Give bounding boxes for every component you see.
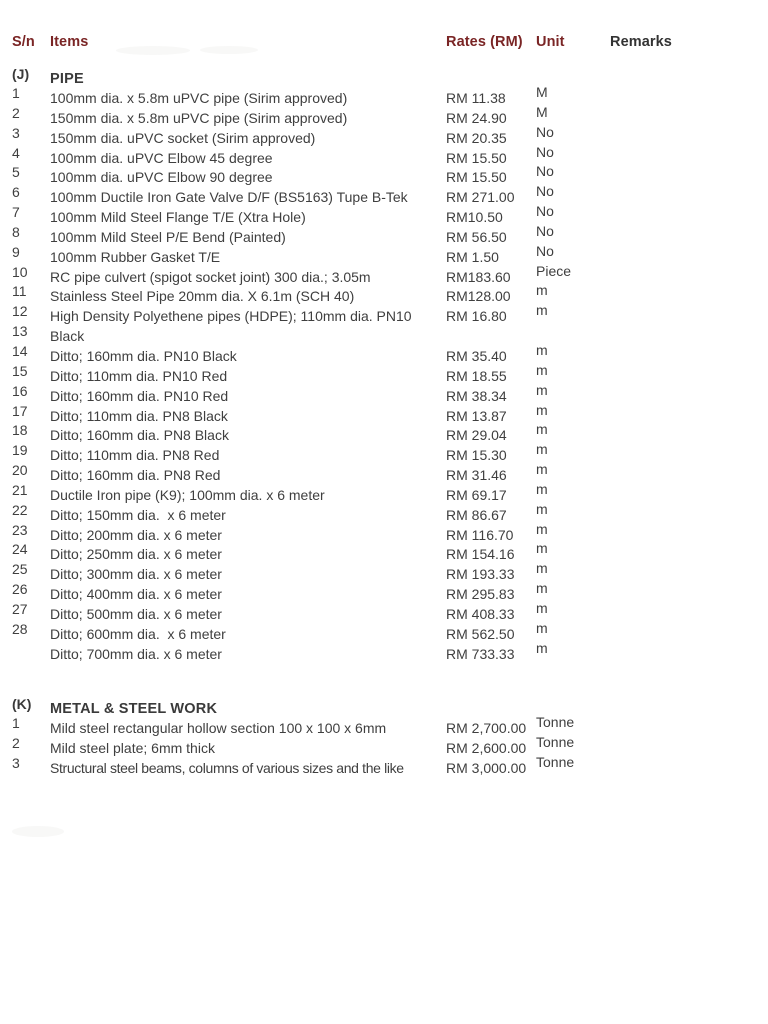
row-sn: 4: [12, 144, 20, 161]
row-unit: m: [536, 580, 548, 597]
row-sn: 12: [12, 303, 28, 320]
row-sn: 3: [12, 124, 20, 141]
row-unit: m: [536, 619, 548, 636]
row-sn: 17: [12, 402, 28, 419]
row-rate: RM 11.38: [446, 90, 506, 106]
row-sn: 6: [12, 184, 20, 201]
row-rate: RM 408.33: [446, 605, 515, 622]
row-unit: Piece: [536, 262, 572, 279]
row-item: 100mm dia. x 5.8m uPVC pipe (Sirim approved): [50, 90, 348, 106]
row-unit: m: [536, 560, 548, 577]
section-label: (J): [12, 66, 30, 82]
row-item: Stainless Steel Pipe 20mm dia. X 6.1m (SCH 40): [50, 288, 355, 305]
table-row: [12, 163, 768, 188]
row-rate: RM 15.50: [446, 149, 507, 166]
row-unit: m: [536, 480, 548, 497]
row-unit: m: [536, 421, 548, 438]
row-unit: m: [536, 302, 548, 319]
row-item: 100mm Mild Steel Flange T/E (Xtra Hole): [50, 209, 306, 226]
row-sn: 23: [12, 521, 28, 538]
row-rate: RM 15.50: [446, 169, 507, 186]
row-unit: M: [536, 84, 548, 100]
table-row: [12, 754, 768, 779]
table-row: [12, 480, 768, 506]
row-rate: RM 15.30: [446, 447, 507, 464]
section-title: PIPE: [50, 71, 84, 87]
table-row: [12, 103, 768, 129]
row-item: 100mm Mild Steel P/E Bend (Painted): [50, 228, 286, 245]
row-sn: 10: [12, 263, 28, 280]
row-sn: 1: [12, 85, 20, 101]
row-rate: RM 295.83: [446, 586, 515, 603]
row-sn: 25: [12, 561, 28, 578]
table-row: [12, 639, 768, 665]
row-rate: RM183.60: [446, 268, 511, 285]
row-rate: RM 38.34: [446, 387, 507, 404]
row-item: 150mm dia. uPVC socket (Sirim approved): [50, 129, 316, 146]
table-row: [12, 242, 768, 268]
row-sn: 27: [12, 600, 28, 617]
row-item: RC pipe culvert (spigot socket joint) 300 dia.; 3.05m: [50, 268, 371, 285]
section-header-row: [12, 698, 768, 719]
row-rate: RM 56.50: [446, 228, 507, 245]
row-rate: RM 2,700.00: [446, 720, 527, 737]
row-unit: No: [536, 143, 554, 160]
row-item: Ditto; 700mm dia. x 6 meter: [50, 645, 222, 662]
row-sn: 14: [12, 342, 28, 359]
row-item: Ditto; 500mm dia. x 6 meter: [50, 605, 222, 622]
row-rate: RM 35.40: [446, 347, 507, 364]
row-item: Structural steel beams, columns of various sizes and the like: [50, 760, 404, 777]
row-rate: RM 562.50: [446, 625, 515, 642]
row-unit: Tonne: [536, 714, 575, 731]
row-sn: 11: [12, 283, 27, 300]
scan-artifact: [116, 46, 190, 55]
row-unit: m: [536, 401, 548, 418]
row-unit: No: [536, 123, 554, 140]
row-sn: 5: [12, 164, 20, 181]
row-unit: m: [536, 461, 548, 478]
row-unit: No: [536, 242, 554, 259]
row-rate: RM 20.35: [446, 129, 507, 146]
section-title: METAL & STEEL WORK: [50, 701, 218, 718]
row-item: Ditto; 400mm dia. x 6 meter: [50, 586, 222, 603]
row-rate: RM 24.90: [446, 109, 507, 126]
row-sn: 24: [12, 541, 28, 558]
row-rate: RM 86.67: [446, 506, 507, 523]
row-item: Mild steel rectangular hollow section 100 x 100 x 6mm: [50, 720, 387, 737]
table-row: [12, 560, 768, 585]
row-rate: RM128.00: [446, 288, 511, 305]
row-item: Ditto; 160mm dia. PN10 Black: [50, 347, 237, 364]
row-sn: 28: [12, 620, 28, 637]
row-item: High Density Polyethene pipes (HDPE); 110mm dia. PN10: [50, 308, 412, 325]
table-row: [12, 84, 768, 109]
row-sn: 21: [12, 481, 28, 498]
column-header-remarks: Remarks: [610, 34, 672, 50]
row-sn: 2: [12, 735, 20, 752]
row-item: Ditto; 110mm dia. PN10 Red: [50, 367, 228, 384]
column-header-unit: Unit: [536, 34, 565, 50]
column-header-sn: S/n: [12, 34, 35, 50]
table-row: [12, 143, 768, 169]
row-rate: RM 18.55: [446, 367, 507, 384]
row-item: Ditto; 300mm dia. x 6 meter: [50, 566, 222, 583]
table-row: [12, 361, 768, 387]
row-rate: RM 16.80: [446, 308, 507, 325]
scan-artifact: [12, 826, 64, 837]
row-rate: RM 271.00: [446, 189, 515, 206]
row-sn: 3: [12, 755, 20, 772]
table-row: [12, 401, 768, 427]
section-header-row: [12, 68, 768, 89]
row-rate: RM 733.33: [446, 645, 515, 662]
row-unit: m: [536, 520, 548, 537]
table-row: [12, 123, 768, 149]
row-sn: 8: [12, 223, 20, 240]
sections: [12, 68, 768, 779]
row-rate: RM 69.17: [446, 486, 507, 503]
row-sn: 2: [12, 104, 20, 121]
table-row: [12, 540, 768, 565]
row-unit: m: [536, 599, 548, 616]
table-row: [12, 520, 768, 546]
table-row: [12, 580, 768, 605]
row-rate: RM 2,600.00: [446, 740, 527, 757]
table-row: [12, 323, 768, 347]
row-item: 100mm dia. uPVC Elbow 90 degree: [50, 169, 273, 186]
row-unit: No: [536, 163, 554, 180]
row-item: 100mm Rubber Gasket T/E: [50, 248, 221, 265]
row-unit: m: [536, 441, 548, 458]
table-row: [12, 734, 768, 759]
row-item: 100mm dia. uPVC Elbow 45 degree: [50, 149, 273, 166]
row-sn: 19: [12, 442, 28, 459]
row-rate: RM10.50: [446, 209, 503, 226]
column-header-items: Items: [50, 34, 89, 50]
table-row: [12, 421, 768, 446]
row-sn: 16: [12, 382, 28, 399]
row-rate: RM 116.70: [446, 526, 514, 543]
row-item: Ditto; 110mm dia. PN8 Red: [50, 447, 220, 464]
table-row: [12, 500, 768, 526]
row-unit: Tonne: [536, 734, 575, 751]
row-sn: 20: [12, 462, 28, 479]
row-item: Ditto; 250mm dia. x 6 meter: [50, 546, 222, 563]
row-sn: 13: [12, 323, 28, 340]
row-sn: 26: [12, 581, 28, 598]
row-sn: 22: [12, 501, 28, 518]
row-rate: RM 193.33: [446, 566, 515, 583]
table-row: [12, 302, 768, 327]
row-rate: RM 1.50: [446, 248, 499, 265]
row-unit: m: [536, 361, 548, 378]
row-sn: 1: [12, 715, 20, 732]
row-item: Ditto; 160mm dia. PN10 Red: [50, 387, 229, 404]
table-row: [12, 203, 768, 228]
row-item: Ditto; 160mm dia. PN8 Red: [50, 467, 221, 484]
row-unit: m: [536, 639, 548, 656]
row-unit: m: [536, 540, 548, 557]
row-sn: 9: [12, 243, 20, 260]
table-row: [12, 222, 768, 248]
row-unit: Tonne: [536, 754, 575, 771]
row-unit: No: [536, 183, 554, 200]
table-row: [12, 262, 768, 288]
row-sn: 7: [12, 204, 20, 221]
table-row: [12, 341, 768, 367]
row-item: Ditto; 200mm dia. x 6 meter: [50, 526, 222, 543]
row-item: Ditto; 600mm dia. x 6 meter: [50, 625, 226, 642]
table-row: [12, 599, 768, 625]
row-item: Ditto; 150mm dia. x 6 meter: [50, 506, 226, 523]
row-item: Mild steel plate; 6mm thick: [50, 740, 215, 757]
row-rate: RM 13.87: [446, 407, 507, 424]
column-header-rates: Rates (RM): [446, 34, 523, 50]
row-sn: 15: [12, 362, 28, 379]
row-item: Ditto; 160mm dia. PN8 Black: [50, 427, 229, 444]
row-item: Black: [50, 328, 85, 345]
section-rows: [12, 84, 768, 664]
row-rate: RM 31.46: [446, 467, 507, 484]
row-unit: m: [536, 341, 548, 358]
row-unit: No: [536, 222, 554, 239]
row-item: 100mm Ductile Iron Gate Valve D/F (BS5163) Tupe B-Tek: [50, 189, 408, 206]
row-rate: RM 154.16: [446, 546, 515, 563]
row-unit: M: [536, 103, 548, 120]
table-row: [12, 282, 768, 307]
scan-artifact: [200, 46, 258, 54]
table-row: [12, 714, 768, 739]
row-unit: m: [536, 381, 548, 398]
row-item: 150mm dia. x 5.8m uPVC pipe (Sirim approved): [50, 109, 348, 126]
row-item: Ductile Iron pipe (K9); 100mm dia. x 6 meter: [50, 486, 325, 503]
row-rate: RM 3,000.00: [446, 760, 527, 777]
section: [12, 698, 768, 779]
row-unit: No: [536, 203, 554, 220]
row-unit: m: [536, 500, 548, 517]
table-row: [12, 461, 768, 486]
table-row: [12, 381, 768, 407]
row-sn: 18: [12, 422, 28, 439]
table-row: [12, 441, 768, 466]
row-unit: m: [536, 282, 548, 299]
section-label: (K): [12, 696, 32, 713]
section: [12, 68, 768, 664]
section-rows: [12, 714, 768, 779]
table-row: [12, 183, 768, 208]
row-item: Ditto; 110mm dia. PN8 Black: [50, 407, 228, 424]
table-row: [12, 619, 768, 645]
row-rate: RM 29.04: [446, 427, 507, 444]
